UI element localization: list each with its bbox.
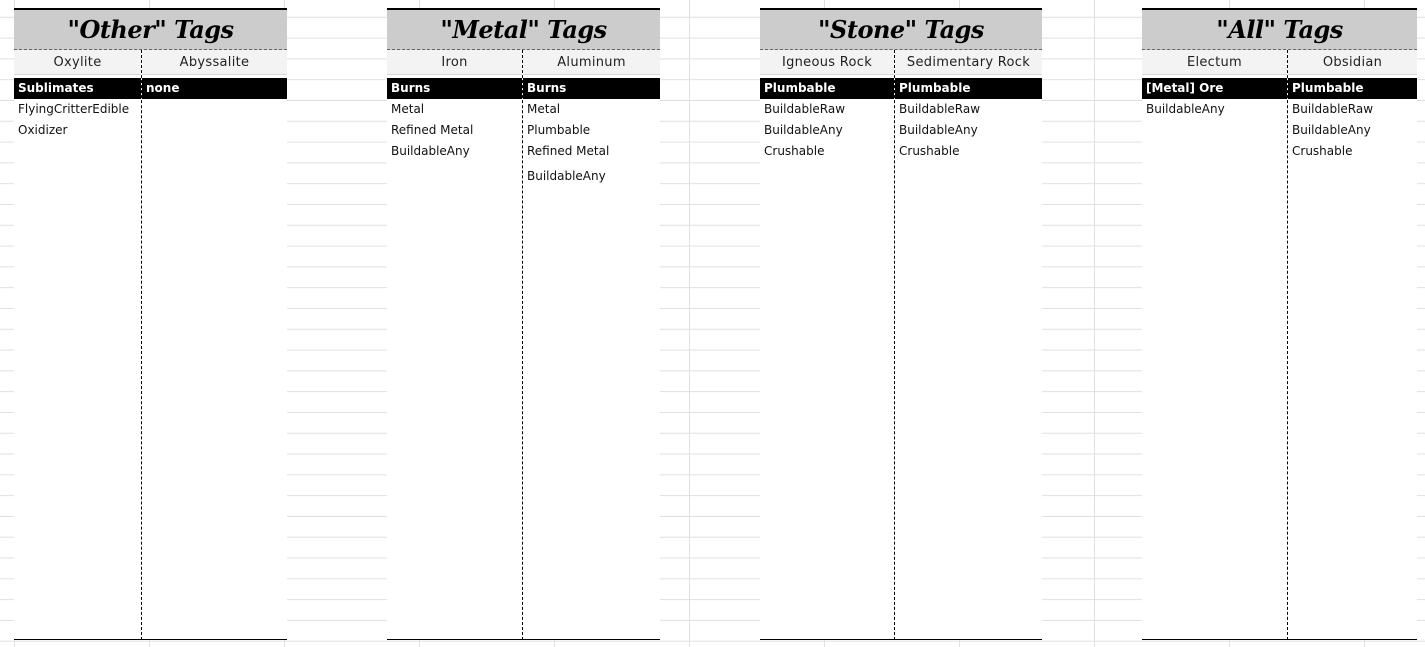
tag-group-other [14,8,287,640]
tag-cell[interactable]: Metal [391,102,425,116]
column-iron [387,50,523,640]
tag-cell[interactable]: Plumbable [760,78,894,99]
tag-cell[interactable]: Refined Metal [391,123,474,137]
tag-cell[interactable]: Crushable [1292,144,1353,158]
column-header[interactable]: Electum [1142,50,1287,75]
tag-cell[interactable]: BuildableRaw [1292,102,1374,116]
tag-cell[interactable]: BuildableAny [527,169,606,183]
column-obsidian [1288,50,1417,640]
column-header[interactable]: Obsidian [1288,50,1417,75]
column-header[interactable]: Oxylite [14,50,141,75]
tag-cell[interactable]: BuildableAny [1292,123,1371,137]
column-electum [1142,50,1288,640]
column-header[interactable]: Iron [387,50,522,75]
column-header[interactable]: Sedimentary Rock [895,50,1042,75]
group-bottom-border [387,639,660,640]
tag-cell[interactable]: Metal [527,102,561,116]
tag-cell[interactable]: Crushable [899,144,960,158]
tag-cell[interactable]: BuildableAny [764,123,843,137]
group-bottom-border [1142,639,1417,640]
group-title: "All" Tags [1142,8,1417,50]
column-aluminum [523,50,660,640]
tag-group-stone [760,8,1042,640]
tag-cell[interactable]: BuildableRaw [899,102,981,116]
tag-cell[interactable]: BuildableAny [391,144,470,158]
column-header[interactable]: Abyssalite [142,50,287,75]
tag-cell[interactable]: Plumbable [527,123,591,137]
tag-cell[interactable]: Oxidizer [18,123,68,137]
column-oxylite [14,50,142,640]
tag-group-metal [387,8,660,640]
tag-cell[interactable]: Plumbable [1288,78,1417,99]
column-sedimentary-rock [895,50,1042,640]
group-title: "Metal" Tags [387,8,660,50]
column-header[interactable]: Igneous Rock [760,50,894,75]
column-igneous-rock [760,50,895,640]
tag-cell[interactable]: Crushable [764,144,825,158]
column-abyssalite [142,50,287,640]
tag-cell[interactable]: BuildableAny [1146,102,1225,116]
tag-cell[interactable]: [Metal] Ore [1142,78,1287,99]
tag-cell[interactable]: Plumbable [895,78,1042,99]
tag-cell[interactable]: BuildableRaw [764,102,846,116]
tag-cell[interactable]: Sublimates [14,78,141,99]
tag-cell[interactable]: FlyingCritterEdible [18,102,130,116]
group-title: "Stone" Tags [760,8,1042,50]
group-bottom-border [14,639,287,640]
tag-cell[interactable]: Burns [387,78,522,99]
tag-cell[interactable]: Burns [523,78,660,99]
tag-cell[interactable]: none [142,78,287,99]
tag-group-all [1142,8,1417,640]
group-bottom-border [760,639,1042,640]
group-title: "Other" Tags [14,8,287,50]
column-header[interactable]: Aluminum [523,50,660,75]
tag-cell[interactable]: BuildableAny [899,123,978,137]
tag-cell[interactable]: Refined Metal [527,144,610,158]
